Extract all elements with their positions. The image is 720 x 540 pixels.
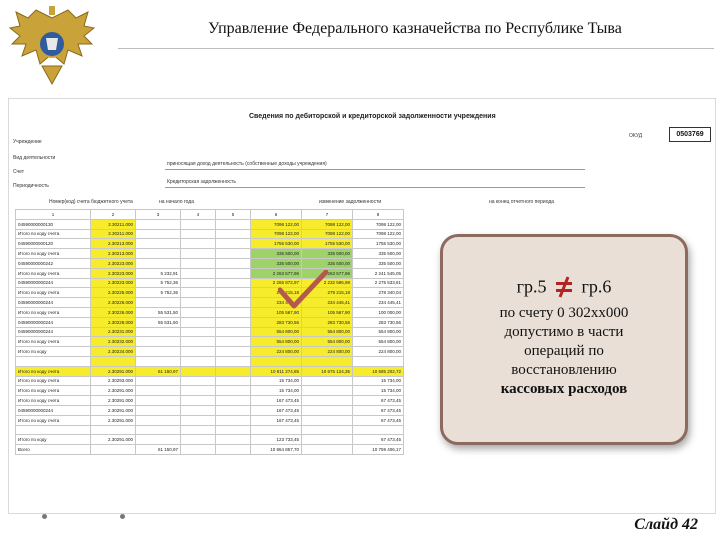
- table-cell: 2.30211.000: [91, 219, 136, 229]
- table-row: [16, 307, 404, 317]
- table-cell: Итого по коду счета: [16, 337, 91, 347]
- table-cell: [216, 366, 251, 376]
- table-cell: 554 800,00: [302, 327, 353, 337]
- table-cell: [302, 425, 353, 435]
- table-cell: 335 500,00: [302, 249, 353, 259]
- gr5-label: гр.5: [516, 276, 547, 297]
- table-cell: 2 265 872,97: [251, 278, 302, 288]
- table-cell: Итого по коду счета: [16, 386, 91, 396]
- table-cell: 335 500,00: [353, 258, 404, 268]
- table-cell: [181, 229, 216, 239]
- callout-line: восстановлению: [511, 361, 617, 378]
- table-cell: 105 567,90: [302, 307, 353, 317]
- table-cell: 2.30226.000: [91, 298, 136, 308]
- table-cell: 2 275 533,61: [353, 278, 404, 288]
- table-cell: [181, 239, 216, 249]
- table-cell: 10 675 124,35: [302, 366, 353, 376]
- table-row: [16, 249, 404, 259]
- table-cell: [251, 356, 302, 366]
- table-row: [16, 386, 404, 396]
- table-cell: [181, 366, 216, 376]
- table-cell: 335 500,00: [302, 258, 353, 268]
- column-number: 5: [216, 210, 251, 220]
- table-cell: [16, 356, 91, 366]
- table-cell: [181, 435, 216, 445]
- table-cell: [136, 386, 181, 396]
- table-cell: 04590000000244: [16, 405, 91, 415]
- table-cell: [216, 307, 251, 317]
- table-cell: [216, 239, 251, 249]
- table-cell: [136, 249, 181, 259]
- table-cell: 123 733,45: [251, 435, 302, 445]
- table-cell: 234 445,41: [302, 298, 353, 308]
- column-number: 6: [251, 210, 302, 220]
- meta-label: Периодичность: [13, 183, 49, 189]
- okud-label: ОКУД: [629, 133, 643, 139]
- table-cell: 554 800,00: [251, 327, 302, 337]
- table-cell: [302, 356, 353, 366]
- double-headed-eagle-emblem-icon: [6, 4, 98, 92]
- table-cell: [181, 415, 216, 425]
- table-cell: 2.30291.000: [91, 386, 136, 396]
- table-row: [16, 219, 404, 229]
- column-number: 1: [16, 210, 91, 220]
- table-row: [16, 425, 404, 435]
- table-cell: 5 752,36: [136, 278, 181, 288]
- table-cell: 2.30291.000: [91, 396, 136, 406]
- table-cell: [91, 425, 136, 435]
- table-cell: [136, 405, 181, 415]
- table-cell: 1755 530,00: [251, 239, 302, 249]
- table-cell: [216, 356, 251, 366]
- table-cell: 279 215,18: [251, 288, 302, 298]
- table-row: [16, 327, 404, 337]
- table-cell: [16, 425, 91, 435]
- table-row: [16, 356, 404, 366]
- table-row: [16, 445, 404, 455]
- table-row: [16, 347, 404, 357]
- table-row: [16, 317, 404, 327]
- table-cell: [136, 327, 181, 337]
- callout-heading: [443, 275, 685, 298]
- table-row: [16, 366, 404, 376]
- table-cell: 10 811 274,85: [251, 366, 302, 376]
- table-cell: 15 734,00: [251, 376, 302, 386]
- table-cell: 55 531,50: [136, 317, 181, 327]
- table-cell: 167 473,45: [251, 405, 302, 415]
- table-cell: [136, 337, 181, 347]
- table-cell: [251, 425, 302, 435]
- table-cell: [302, 396, 353, 406]
- table-cell: [181, 376, 216, 386]
- table-cell: Итого по коду счета: [16, 396, 91, 406]
- table-cell: Итого по коду счета: [16, 307, 91, 317]
- table-cell: 224 800,00: [302, 347, 353, 357]
- table-cell: 7098 122,00: [353, 219, 404, 229]
- table-cell: [216, 229, 251, 239]
- table-cell: [136, 415, 181, 425]
- check-mark-icon: [278, 270, 328, 310]
- table-cell: 2.30291.000: [91, 415, 136, 425]
- table-cell: 67 473,45: [353, 415, 404, 425]
- table-row: [16, 396, 404, 406]
- table-cell: 2.30228.000: [91, 317, 136, 327]
- header-divider: [118, 48, 714, 49]
- table-cell: [181, 317, 216, 327]
- slide-number: Слайд 42: [634, 516, 698, 533]
- table-cell: 7098 122,00: [251, 219, 302, 229]
- sheet-title: Сведения по дебиторской и кредиторской задолженности учреждения: [249, 113, 496, 120]
- column-number: 4: [181, 210, 216, 220]
- table-cell: 2 263 577,96: [302, 268, 353, 278]
- table-cell: [216, 376, 251, 386]
- table-cell: Всего: [16, 445, 91, 455]
- table-cell: [216, 435, 251, 445]
- table-row: [16, 337, 404, 347]
- table-row: [16, 229, 404, 239]
- data-table: [15, 209, 404, 455]
- table-cell: 283 730,56: [353, 317, 404, 327]
- table-cell: [136, 258, 181, 268]
- table-cell: 2.30291.000: [91, 405, 136, 415]
- table-cell: 5 752,36: [136, 288, 181, 298]
- table-cell: 2.30223.000: [91, 258, 136, 268]
- table-row: [16, 258, 404, 268]
- column-header: Номер(код) счета бюджетного учета: [49, 199, 133, 205]
- table-cell: [181, 327, 216, 337]
- table-row: [16, 298, 404, 308]
- table-cell: 2.30293.000: [91, 376, 136, 386]
- table-cell: [216, 405, 251, 415]
- table-cell: Итого по коду счета: [16, 229, 91, 239]
- table-cell: 1755 530,00: [353, 239, 404, 249]
- table-row: [16, 405, 404, 415]
- table-cell: Итого по коду счета: [16, 288, 91, 298]
- table-cell: [216, 386, 251, 396]
- table-cell: [216, 219, 251, 229]
- callout-line: кассовых расходов: [500, 380, 628, 397]
- table-cell: 2.30213.000: [91, 249, 136, 259]
- table-cell: 04590000000130: [16, 219, 91, 229]
- table-cell: [216, 298, 251, 308]
- table-cell: 234 445,41: [353, 298, 404, 308]
- meta-value: приносящая доход деятельность (собственные доходы учреждения): [167, 161, 327, 167]
- table-cell: [91, 445, 136, 455]
- table-cell: 2.30211.000: [91, 229, 136, 239]
- table-cell: [181, 356, 216, 366]
- table-cell: [302, 376, 353, 386]
- table-cell: [216, 317, 251, 327]
- column-number: 2: [91, 210, 136, 220]
- table-cell: 2.30231.000: [91, 327, 136, 337]
- table-cell: 1755 530,00: [302, 239, 353, 249]
- table-cell: 61 150,97: [136, 366, 181, 376]
- table-cell: 554 800,00: [302, 337, 353, 347]
- table-cell: [136, 356, 181, 366]
- table-cell: [302, 435, 353, 445]
- table-cell: [216, 347, 251, 357]
- table-cell: Итого по коду: [16, 347, 91, 357]
- table-cell: [181, 278, 216, 288]
- table-cell: 55 531,50: [136, 307, 181, 317]
- page-title: Управление Федерального казначейства по Республике Тыва: [208, 20, 622, 37]
- table-cell: 167 473,45: [251, 396, 302, 406]
- table-cell: 335 500,00: [353, 249, 404, 259]
- table-cell: [181, 386, 216, 396]
- table-row: [16, 288, 404, 298]
- table-cell: [136, 239, 181, 249]
- table-cell: [181, 425, 216, 435]
- meta-label: Счет: [13, 169, 25, 175]
- table-cell: 100 000,00: [353, 307, 404, 317]
- table-cell: 234 445,41: [251, 298, 302, 308]
- column-header: на начало года: [159, 199, 194, 205]
- column-number: 3: [136, 210, 181, 220]
- table-cell: [136, 229, 181, 239]
- table-cell: 167 473,45: [251, 415, 302, 425]
- table-cell: [181, 337, 216, 347]
- table-cell: [136, 219, 181, 229]
- table-cell: 67 473,45: [353, 405, 404, 415]
- column-number: 8: [353, 210, 404, 220]
- table-row: [16, 239, 404, 249]
- table-cell: [216, 288, 251, 298]
- table-cell: 2.30223.000: [91, 278, 136, 288]
- meta-label: Учреждение: [13, 139, 42, 145]
- table-cell: [181, 307, 216, 317]
- table-cell: Итого по коду счета: [16, 249, 91, 259]
- table-cell: 2.30291.000: [91, 366, 136, 376]
- table-cell: [181, 268, 216, 278]
- table-cell: 15 734,00: [353, 376, 404, 386]
- table-cell: Итого по коду: [16, 435, 91, 445]
- table-cell: [181, 347, 216, 357]
- table-row: [16, 435, 404, 445]
- meta-label: Вид деятельности: [13, 155, 56, 161]
- table-cell: 04590000000244: [16, 327, 91, 337]
- callout-box: [440, 234, 688, 445]
- column-number-row: [16, 210, 404, 220]
- table-cell: [216, 258, 251, 268]
- table-cell: 2.30225.000: [91, 288, 136, 298]
- table-cell: 7098 122,00: [302, 229, 353, 239]
- table-cell: [216, 396, 251, 406]
- table-cell: 224 800,00: [353, 347, 404, 357]
- table-cell: 7098 122,00: [353, 229, 404, 239]
- column-number: 7: [302, 210, 353, 220]
- table-cell: Итого по коду счета: [16, 415, 91, 425]
- table-cell: 10 685 202,72: [353, 366, 404, 376]
- table-cell: [302, 445, 353, 455]
- table-cell: [181, 219, 216, 229]
- table-cell: [216, 415, 251, 425]
- table-cell: 15 734,00: [353, 386, 404, 396]
- table-cell: [216, 425, 251, 435]
- table-cell: Итого по коду счета: [16, 268, 91, 278]
- table-cell: 61 150,97: [136, 445, 181, 455]
- table-cell: 278 340,04: [353, 288, 404, 298]
- table-cell: 7098 122,00: [251, 229, 302, 239]
- table-cell: 283 730,56: [302, 317, 353, 327]
- table-cell: 2.30226.000: [91, 307, 136, 317]
- table-cell: 2 241 545,05: [353, 268, 404, 278]
- table-cell: [136, 396, 181, 406]
- table-cell: 10 864 857,70: [251, 445, 302, 455]
- table-row: [16, 415, 404, 425]
- table-cell: 67 473,45: [353, 396, 404, 406]
- okud-code: 0503769: [669, 127, 711, 142]
- table-cell: 5 232,91: [136, 268, 181, 278]
- table-cell: 04590000000244: [16, 278, 91, 288]
- callout-text: [443, 304, 685, 399]
- table-cell: 2 232 596,98: [302, 278, 353, 288]
- table-cell: 554 800,00: [251, 337, 302, 347]
- callout-line: по счету 0 302хх000: [499, 304, 629, 321]
- table-cell: Итого по коду счета: [16, 366, 91, 376]
- table-cell: 554 800,00: [353, 337, 404, 347]
- callout-line: допустимо в части: [504, 323, 624, 340]
- table-cell: 2.30213.000: [91, 239, 136, 249]
- callout-line: операций по: [524, 342, 604, 359]
- table-cell: [136, 425, 181, 435]
- table-cell: [216, 337, 251, 347]
- bullet-dot: [120, 514, 125, 519]
- table-cell: [136, 298, 181, 308]
- table-cell: [136, 347, 181, 357]
- table-cell: 10 759 406,17: [353, 445, 404, 455]
- table-cell: [136, 376, 181, 386]
- gr6-label: гр.6: [581, 276, 612, 297]
- table-cell: 04590000000244: [16, 298, 91, 308]
- table-cell: 7098 122,00: [302, 219, 353, 229]
- table-cell: 283 730,56: [251, 317, 302, 327]
- bullet-dot: [42, 514, 47, 519]
- table-cell: [181, 258, 216, 268]
- table-cell: 04590000000244: [16, 317, 91, 327]
- table-cell: 2.30234.000: [91, 347, 136, 357]
- column-header: изменение задолженности: [319, 199, 382, 205]
- table-cell: 554 800,00: [353, 327, 404, 337]
- table-cell: [353, 425, 404, 435]
- table-cell: [302, 405, 353, 415]
- table-cell: 335 500,00: [251, 258, 302, 268]
- table-row: [16, 278, 404, 288]
- table-cell: [91, 356, 136, 366]
- table-cell: [216, 278, 251, 288]
- table-cell: [216, 268, 251, 278]
- table-row: [16, 376, 404, 386]
- meta-value: Кредиторская задолженность: [167, 179, 236, 185]
- table-cell: [181, 396, 216, 406]
- table-cell: [216, 445, 251, 455]
- table-cell: [216, 249, 251, 259]
- table-cell: 67 473,45: [353, 435, 404, 445]
- table-cell: [216, 327, 251, 337]
- field-underline: [165, 187, 585, 188]
- table-cell: [353, 356, 404, 366]
- table-cell: [181, 288, 216, 298]
- table-cell: 15 734,00: [251, 386, 302, 396]
- table-cell: [136, 435, 181, 445]
- table-cell: 335 500,00: [251, 249, 302, 259]
- table-cell: [181, 445, 216, 455]
- table-cell: [181, 249, 216, 259]
- table-cell: [302, 415, 353, 425]
- field-underline: [165, 169, 585, 170]
- table-cell: 04590000000242: [16, 258, 91, 268]
- table-cell: [181, 298, 216, 308]
- table-cell: [181, 405, 216, 415]
- table-cell: Итого по коду счета: [16, 376, 91, 386]
- table-row: [16, 268, 404, 278]
- table-cell: 04590000000120: [16, 239, 91, 249]
- table-cell: 279 215,18: [302, 288, 353, 298]
- table-cell: [302, 386, 353, 396]
- not-equal-icon: [555, 276, 573, 298]
- table-cell: 2 263 577,96: [251, 268, 302, 278]
- column-header: на конец отчетного периода: [489, 199, 555, 205]
- table-cell: 224 800,00: [251, 347, 302, 357]
- table-cell: 2.30223.000: [91, 268, 136, 278]
- table-cell: 2.30291.000: [91, 435, 136, 445]
- table-cell: 105 567,90: [251, 307, 302, 317]
- table-cell: 2.30232.000: [91, 337, 136, 347]
